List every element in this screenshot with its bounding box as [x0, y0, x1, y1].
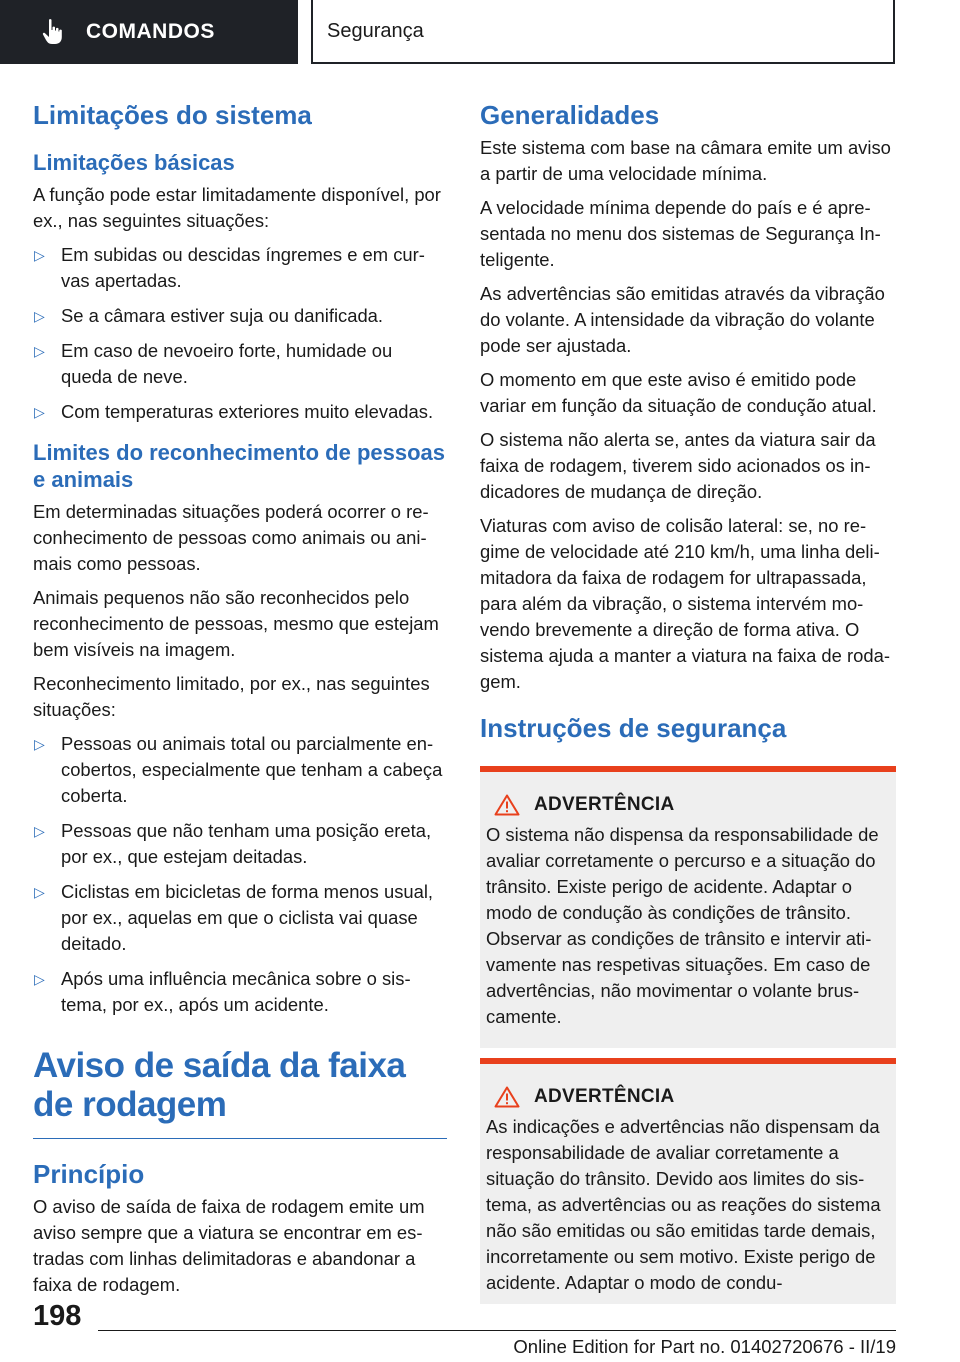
paragraph-principio: O aviso de saída de faixa de rodagem emite um aviso sempre que a viatura se encontrar em estradas com linhas delimitadoras e abandonar a faixa de rodagem. — [33, 1196, 425, 1296]
footer-divider — [98, 1330, 896, 1331]
paragraph-generalidades-4: O momento em que este aviso é emitido pode variar em função da situação de condução atual. — [480, 369, 877, 417]
warning-triangle-icon — [494, 794, 520, 816]
warning-text: O sistema não dispensa da responsabilidade de avaliar corretamente o percurso e a situação do trânsito. Existe perigo de acidente. Adaptar o modo de condução às condições de trânsito. Observar as condições de trânsito e intervir ativamente nas respetivas situações. Em caso de advertências, não movimentar o volante bruscamente. — [486, 824, 879, 1028]
edition-text: Online Edition for Part no. 01402720676 - II/19 — [513, 1336, 896, 1357]
list-basicas — [33, 242, 447, 425]
triangle-bullet-icon: ▷ — [34, 403, 45, 420]
list-item: ▷ Ciclistas em bicicletas de forma menos usual, por ex., aquelas em que o ciclista vai quase deitado. — [34, 880, 434, 954]
triangle-bullet-icon: ▷ — [34, 970, 45, 987]
list-item: ▷ Pessoas que não tenham uma posição ereta, por ex., que estejam deitadas. — [34, 819, 432, 867]
triangle-bullet-icon: ▷ — [34, 307, 45, 324]
warning-title: ADVERTÊNCIA — [494, 794, 888, 816]
section-title: Segurança — [327, 19, 424, 42]
triangle-bullet-icon: ▷ — [34, 822, 45, 839]
chapter-label: COMANDOS — [86, 20, 215, 43]
heading-generalidades: Generalidades — [480, 100, 660, 130]
triangle-bullet-icon: ▷ — [34, 883, 45, 900]
triangle-bullet-icon: ▷ — [34, 342, 45, 359]
list-item: ▷ Pessoas ou animais total ou parcialmente encobertos, especialmente que tenham a cabeça coberta. — [34, 732, 443, 806]
list-limites — [33, 731, 447, 1018]
heading-limitacoes-sistema: Limitações do sistema — [33, 100, 312, 130]
section-header — [311, 0, 895, 64]
heading-aviso-saida-faixa: Aviso de saída da faixa de rodagem — [33, 1045, 406, 1124]
list-item: ▷ Após uma influência mecânica sobre o sistema, por ex., após um acidente. — [34, 967, 411, 1015]
page-number: 198 — [33, 1300, 82, 1332]
paragraph-basicas: A função pode estar limitadamente disponível, por ex., nas seguintes situações: — [33, 183, 441, 231]
triangle-bullet-icon: ▷ — [34, 735, 45, 752]
heading-principio: Princípio — [33, 1159, 145, 1190]
list-item: ▷ Se a câmara estiver suja ou danificada. — [33, 303, 447, 329]
list-item: ▷ Em caso de nevoeiro forte, humidade ou queda de neve. — [34, 339, 393, 387]
heading-instrucoes-seguranca: Instruções de segurança — [480, 713, 787, 744]
hand-pointer-icon — [42, 17, 68, 47]
warning-box — [480, 766, 896, 1048]
warning-title: ADVERTÊNCIA — [494, 1086, 888, 1108]
paragraph-limites-2: Animais pequenos não são reconhecidos pelo reconhecimento de pessoas, mesmo que estejam bem visíveis na imagem. — [33, 586, 439, 660]
paragraph-limites-1: Em determinadas situações poderá ocorrer o reconhecimento de pessoas como animais ou animais como pessoas. — [33, 500, 429, 574]
warning-triangle-icon — [494, 1086, 520, 1108]
left-column — [33, 100, 447, 1306]
paragraph-generalidades-6: Viaturas com aviso de colisão lateral: se, no regime de velocidade até 210 km/h, uma linha delimitadora da faixa de rodagem for ultrapassada, para além da vibração, o sistema intervém movendo brevemente a direção de forma ativa. O sistema ajuda a manter a viatura na faixa de rodagem. — [480, 515, 890, 693]
paragraph-generalidades-5: O sistema não alerta se, antes da viatura sair da faixa de rodagem, tiverem sido acionados os indicadores de mudança de direção. — [480, 429, 876, 503]
heading-limites-reconhecimento: Limites do reconhecimento de pessoas e animais — [33, 439, 446, 493]
section-divider — [33, 1138, 447, 1139]
paragraph-generalidades-3: As advertências são emitidas através da vibração do volante. A intensidade da vibração do volante pode ser ajustada. — [480, 283, 885, 357]
paragraph-generalidades-2: A velocidade mínima depende do país e é apresentada no menu dos sistemas de Segurança Inteligente. — [480, 197, 881, 271]
paragraph-generalidades-1: Este sistema com base na câmara emite um aviso a partir de uma velocidade mínima. — [480, 137, 891, 185]
right-column — [480, 100, 896, 1304]
chapter-tab — [0, 0, 298, 64]
list-item: ▷ Em subidas ou descidas íngremes e em curvas apertadas. — [34, 243, 425, 291]
warning-box — [480, 1058, 896, 1304]
triangle-bullet-icon: ▷ — [34, 246, 45, 263]
list-item: ▷ Com temperaturas exteriores muito elevadas. — [33, 399, 447, 425]
warning-text: As indicações e advertências não dispensam da responsabilidade de avaliar corretamente a situação do trânsito. Devido aos limites do sistema, as advertências ou as reações do sistema não são emitidas ou são emitidas tarde demais, incorretamente ou sem motivo. Existe perigo de acidente. Adaptar o modo de condu- — [486, 1116, 881, 1294]
paragraph-limites-3: Reconhecimento limitado, por ex., nas seguintes situações: — [33, 672, 430, 720]
heading-limitacoes-basicas: Limitações básicas — [33, 150, 235, 176]
